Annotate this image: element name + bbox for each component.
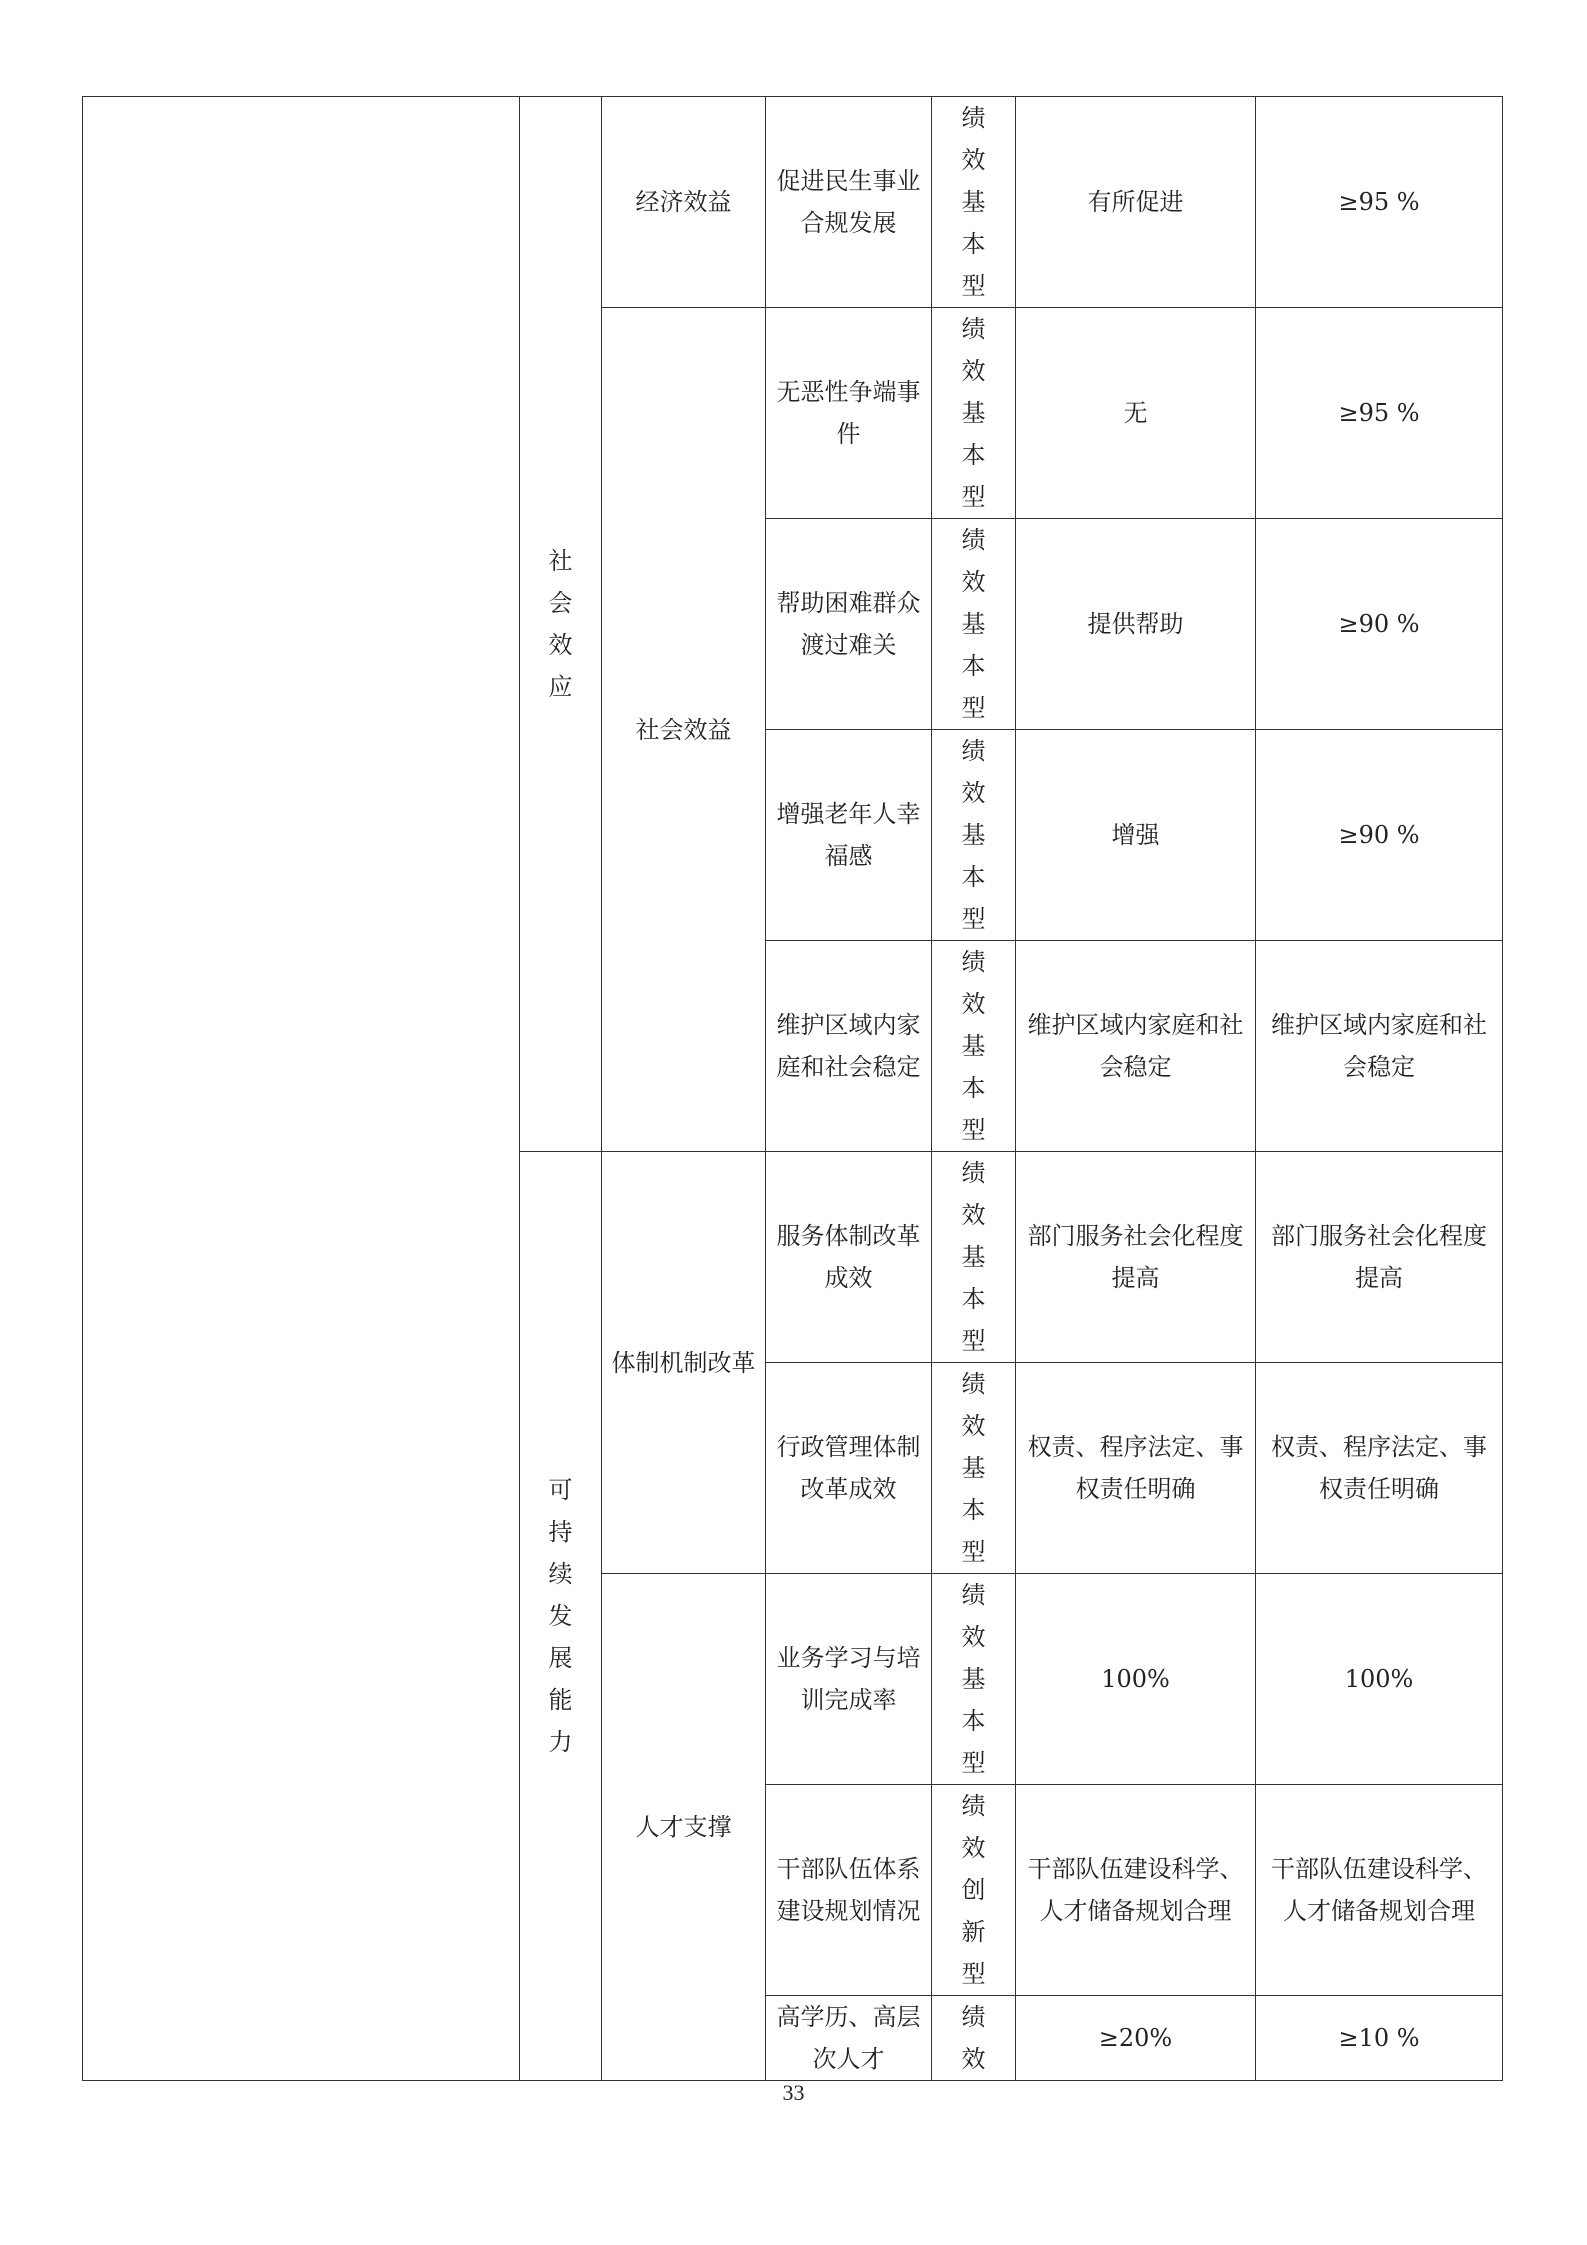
type-cell: 绩效基本型: [932, 308, 1016, 519]
target-cell: 提供帮助: [1016, 519, 1256, 730]
type-cell: 绩效基本型: [932, 730, 1016, 941]
type-cell: 绩效基本型: [932, 97, 1016, 308]
type-cell: 绩效基本型: [932, 941, 1016, 1152]
indicator-cell: 促进民生事业合规发展: [766, 97, 932, 308]
indicator-cell: 增强老年人幸福感: [766, 730, 932, 941]
target-cell: ≥20%: [1016, 1996, 1256, 2081]
value-cell: 部门服务社会化程度提高: [1256, 1152, 1503, 1363]
target-cell: 增强: [1016, 730, 1256, 941]
blank-cell: [83, 97, 520, 2081]
type-cell: 绩效基本型: [932, 1574, 1016, 1785]
table-row: [83, 97, 1503, 308]
target-cell: 维护区域内家庭和社会稳定: [1016, 941, 1256, 1152]
level2-cell-sustain: 可持续发展能力: [520, 1152, 602, 2081]
value-cell: ≥95 %: [1256, 308, 1503, 519]
target-cell: 无: [1016, 308, 1256, 519]
target-cell: 有所促进: [1016, 97, 1256, 308]
target-cell: 100%: [1016, 1574, 1256, 1785]
value-cell: ≥10 %: [1256, 1996, 1503, 2081]
performance-table: [82, 96, 1503, 2081]
type-cell: 绩效创新型: [932, 1785, 1016, 1996]
indicator-cell: 干部队伍体系建设规划情况: [766, 1785, 932, 1996]
indicator-cell: 无恶性争端事件: [766, 308, 932, 519]
level2-cell-social: 社会效应: [520, 97, 602, 1152]
value-cell: 100%: [1256, 1574, 1503, 1785]
type-cell: 绩效基本型: [932, 1152, 1016, 1363]
target-cell: 干部队伍建设科学、人才储备规划合理: [1016, 1785, 1256, 1996]
indicator-cell: 服务体制改革成效: [766, 1152, 932, 1363]
target-cell: 权责、程序法定、事权责任明确: [1016, 1363, 1256, 1574]
type-cell: 绩效基本型: [932, 519, 1016, 730]
indicator-cell: 业务学习与培训完成率: [766, 1574, 932, 1785]
page-number: 33: [782, 2080, 805, 2105]
indicator-cell: 行政管理体制改革成效: [766, 1363, 932, 1574]
indicator-cell: 帮助困难群众渡过难关: [766, 519, 932, 730]
value-cell: 维护区域内家庭和社会稳定: [1256, 941, 1503, 1152]
level3-cell: 体制机制改革: [602, 1152, 766, 1574]
indicator-cell: 高学历、高层次人才: [766, 1996, 932, 2081]
value-cell: 权责、程序法定、事权责任明确: [1256, 1363, 1503, 1574]
target-cell: 部门服务社会化程度提高: [1016, 1152, 1256, 1363]
value-cell: 干部队伍建设科学、人才储备规划合理: [1256, 1785, 1503, 1996]
type-cell: 绩效: [932, 1996, 1016, 2081]
level3-cell: 经济效益: [602, 97, 766, 308]
value-cell: ≥90 %: [1256, 519, 1503, 730]
level3-cell: 人才支撑: [602, 1574, 766, 2081]
level3-cell: 社会效益: [602, 308, 766, 1152]
indicator-cell: 维护区域内家庭和社会稳定: [766, 941, 932, 1152]
value-cell: ≥90 %: [1256, 730, 1503, 941]
value-cell: ≥95 %: [1256, 97, 1503, 308]
type-cell: 绩效基本型: [932, 1363, 1016, 1574]
